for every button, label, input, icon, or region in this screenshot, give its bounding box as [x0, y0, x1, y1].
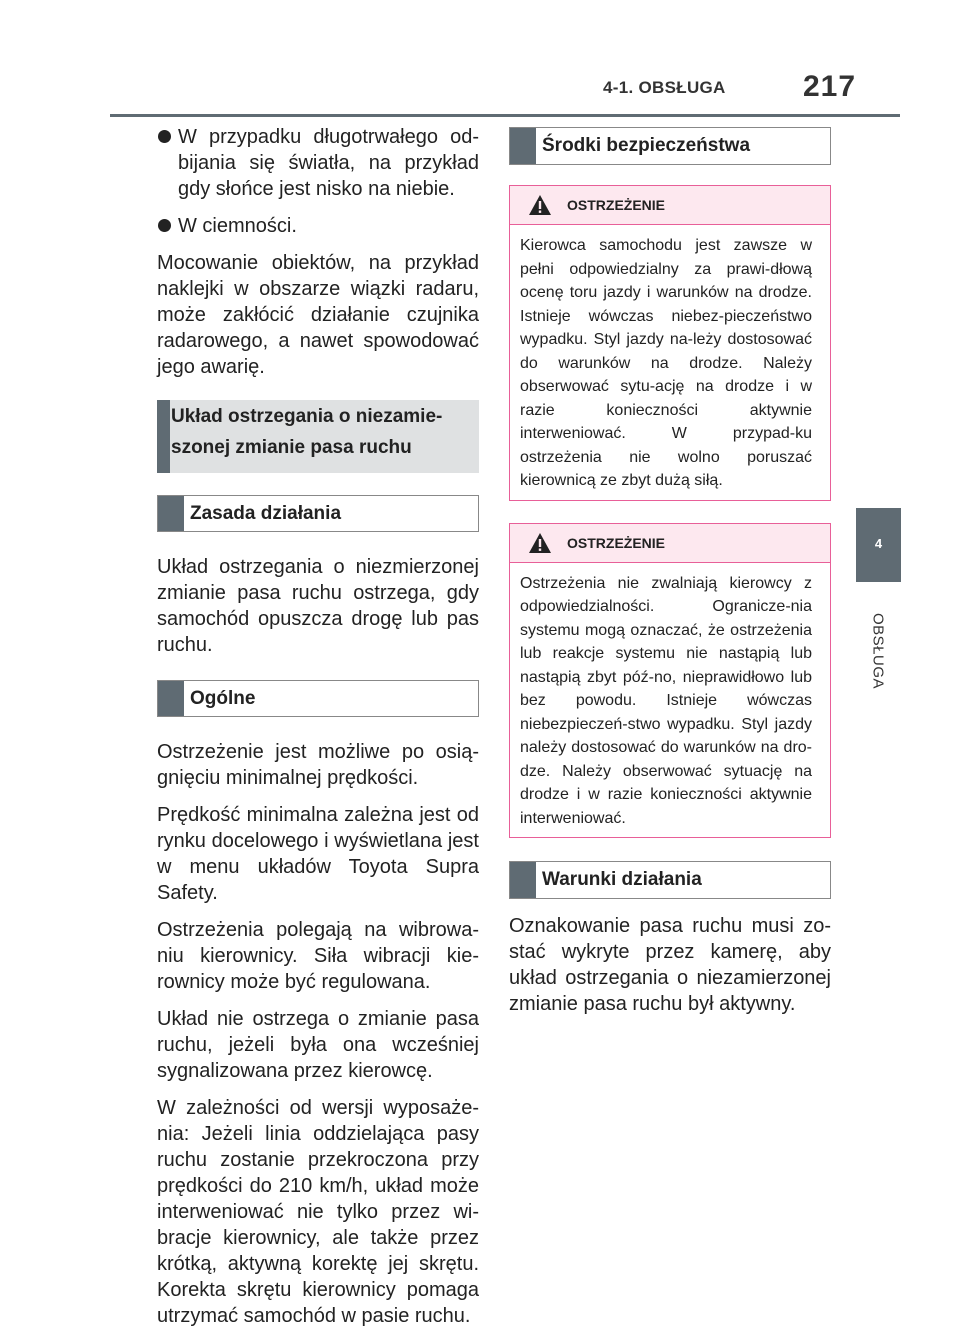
- bullet-text: W przypadku długotrwałego od-bijania się światła, na przykład gdy słońce jest nisko na niebie.: [178, 126, 479, 200]
- bullet-dot-icon: [158, 219, 171, 232]
- warning-text: Ostrzeżenia nie zwalniają kierowcy z odpowiedzialności. Ogranicze-nia systemu mogą oznaczać, że ostrzeżenia lub reakcje systemu nie nastąpią lub nastąpią zbyt póź-no, nieprawidłowo lub bez powodu. Istnieje wówczas niebezpieczeń-stwo wypadku. Styl jazdy należy dostosować do warunków na dro-dze. Należy obserwować sytuację na drodze i w razie konieczności aktywnie interweniować.: [520, 574, 812, 827]
- right-column: [509, 127, 831, 1017]
- paragraph: Mocowanie obiektów, na przykład naklejki w obszarze wiązki radaru, może zakłócić działanie czujnika radarowego, a nawet spowodować jego awarię.: [157, 252, 479, 378]
- page-number: 217: [803, 70, 857, 103]
- heading-bar: [158, 496, 184, 531]
- subheading-zasada: [157, 495, 479, 532]
- bullet-text: W ciemności.: [178, 215, 297, 237]
- left-column: [157, 124, 479, 1329]
- chapter-tab[interactable]: [856, 508, 901, 582]
- subheading-ogolne: [157, 680, 479, 717]
- paragraph: Układ ostrzegania o niezmierzonej zmianie pasa ruchu ostrzega, gdy samochód opuszcza drogę lub pas ruchu.: [157, 556, 479, 656]
- warning-text: Kierowca samochodu jest zawsze w pełni odpowiedzialny za prawi-dłową ocenę toru jazdy i warunków na drodze. Istnieje wówczas niebez-pieczeństwo wypadku. Styl jazdy na-leży dostosować do warunków na drodze. Należy obserwować sytu-ację na drodze i w razie konieczności aktywnie interweniować. W przypad-ku ostrzeżenia nie wolno poruszać kierownicą ze zbyt dużą siłą.: [520, 237, 812, 489]
- warning-title: OSTRZEŻENIE: [567, 534, 666, 551]
- paragraph: Prędkość minimalna zależna jest od rynku docelowego i wyświetlana jest w menu układów Toyota Supra Safety.: [157, 804, 479, 904]
- paragraph: Ostrzeżenie jest możliwe po osią-gnięciu minimalnej prędkości.: [157, 741, 479, 789]
- warning-box: [509, 185, 831, 501]
- bullet-item: [157, 213, 479, 239]
- header-divider: [110, 114, 900, 117]
- heading-bar: [510, 128, 536, 164]
- subheading-srodki: [509, 127, 831, 165]
- warning-title: OSTRZEŻENIE: [567, 197, 666, 213]
- chapter-tab-number: 4: [874, 536, 883, 551]
- paragraph: Ostrzeżenia polegają na wibrowa-niu kierownicy. Siła wibracji kie-rownicy może być regulowana.: [157, 919, 479, 993]
- warning-box: [509, 523, 831, 839]
- warning-triangle-icon: [528, 532, 552, 554]
- warning-triangle-icon: [528, 194, 552, 216]
- bullet-item: [157, 124, 479, 202]
- heading-bar: [158, 681, 184, 716]
- paragraph: Układ nie ostrzega o zmianie pasa ruchu, jeżeli była ona wcześniej sygnalizowana przez kierowcę.: [157, 1008, 479, 1082]
- heading-bar: [510, 862, 536, 898]
- chapter-tab-label-text: OBSŁUGA: [869, 612, 887, 690]
- paragraph: W zależności od wersji wyposaże-nia: Jeżeli linia oddzielająca pasy ruchu zostanie przekroczona przy prędkości do 210 km/h, układ może interweniować nie tylko przez wi-bracje kierownicy, ale także przez krótką, aktywną korektę jej skrętu. Korekta skrętu kierownicy pomaga utrzymać samochód w pasie ruchu.: [157, 1097, 479, 1327]
- subheading-text: Ogólne: [190, 688, 256, 709]
- subheading-text: Warunki działania: [542, 869, 702, 890]
- subheading-text: Zasada działania: [190, 503, 342, 524]
- subheading-text: Środki bezpieczeństwa: [542, 135, 751, 156]
- warning-header: [510, 186, 830, 225]
- paragraph: Oznakowanie pasa ruchu musi zo-stać wykryte przez kamerę, aby układ ostrzegania o niezamierzonej zmianie pasa ruchu był aktywny.: [509, 915, 831, 1015]
- section-title: 4-1. OBSŁUGA: [603, 78, 726, 97]
- main-heading: [157, 400, 479, 473]
- subheading-warunki: [509, 861, 831, 899]
- bullet-dot-icon: [158, 130, 171, 143]
- main-heading-text: Układ ostrzegania o niezamie-szonej zmianie pasa ruchu: [171, 406, 443, 458]
- heading-bar: [157, 400, 170, 473]
- chapter-tab-label: [867, 596, 889, 706]
- warning-header: [510, 524, 830, 563]
